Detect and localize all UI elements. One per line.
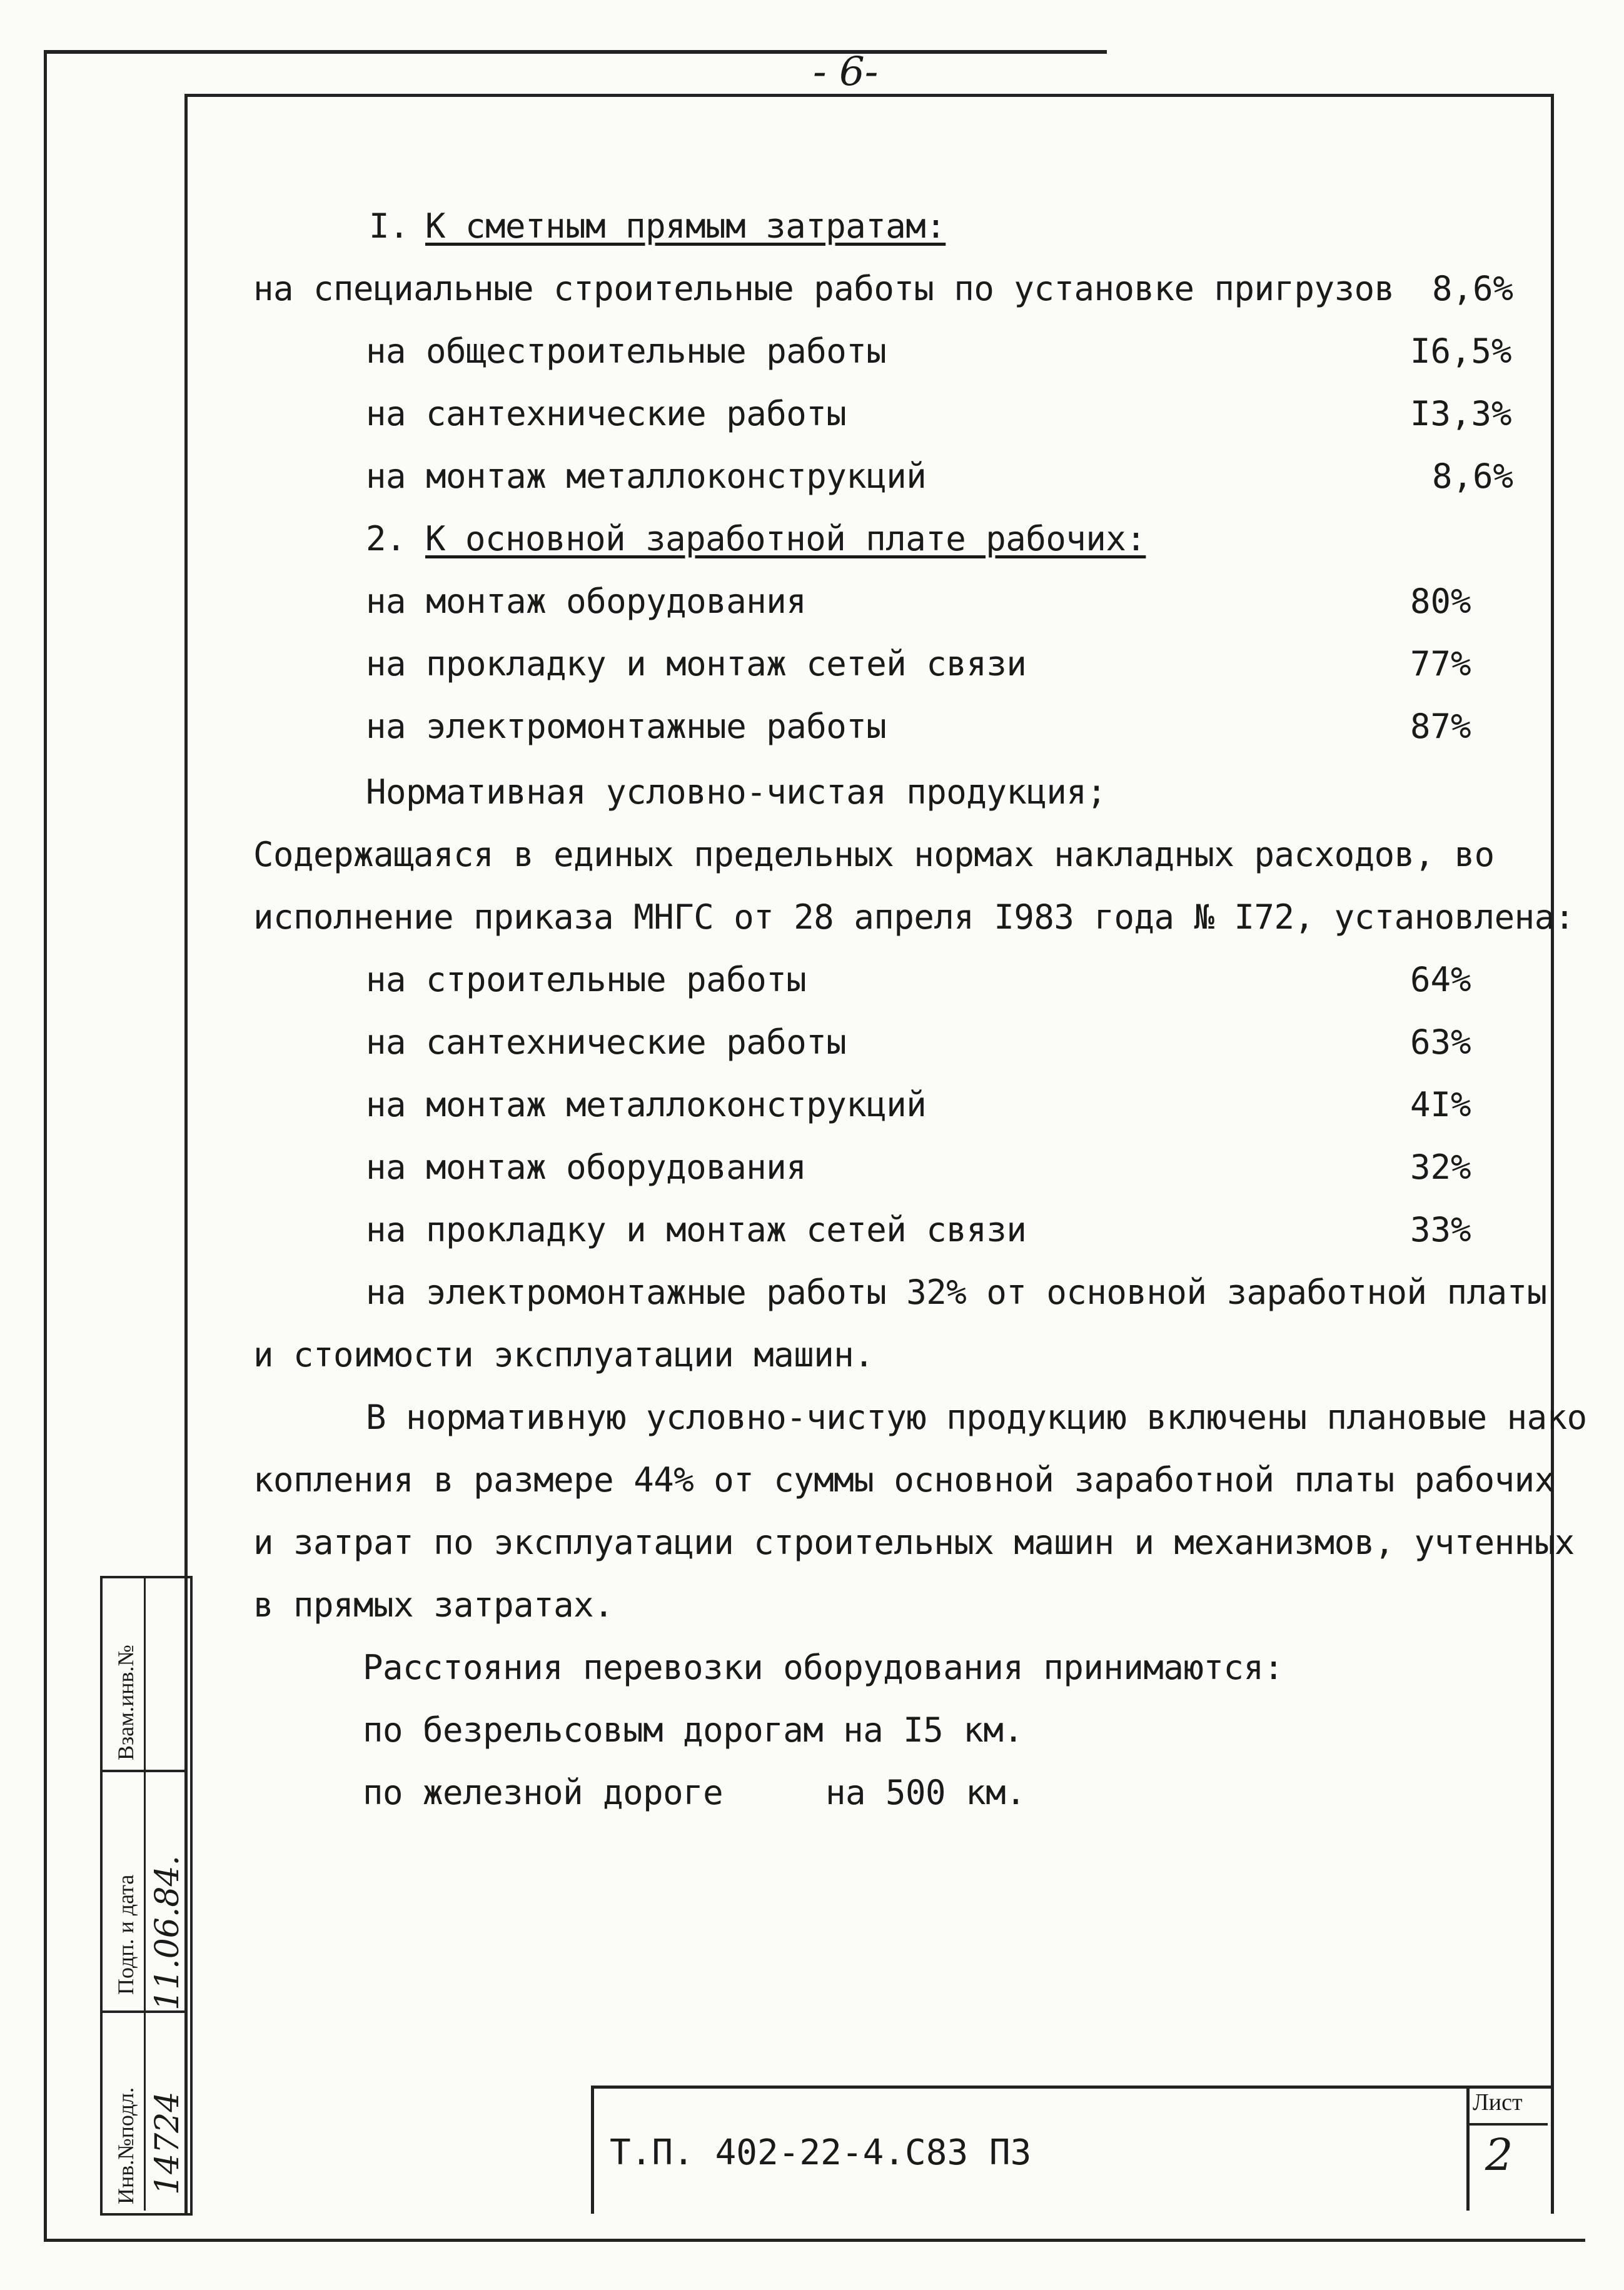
norm-intro-line: Содержащаяся в единых предельных нормах накладных расходов, во — [253, 835, 1495, 874]
norm-row-label: на прокладку и монтаж сетей связи — [366, 1210, 1027, 1249]
norm-row-label: на строительные работы — [366, 960, 807, 999]
sheet-label: Лист — [1473, 2089, 1523, 2116]
stamp-inv-value: 14724 — [149, 2091, 186, 2195]
stamp-podp-label: Подп. и дата — [113, 1874, 138, 1995]
norm-title: Нормативная условно-чистая продукция; — [366, 772, 1107, 812]
stamp-podp-value: 11.06.84. — [149, 1855, 186, 2010]
stamp-vzam-label: Взам.инв.№ — [113, 1645, 138, 1760]
norm-row-label: на сантехнические работы — [366, 1022, 847, 1062]
transport-line-value: на 500 км. — [825, 1773, 1026, 1812]
section-1-number: I. — [369, 206, 410, 246]
s2-row-value: 77% — [1410, 644, 1471, 683]
transport-line-label: по железной дороге — [363, 1773, 724, 1812]
stamp-divider — [100, 2010, 188, 2013]
s1-row-value: I3,3% — [1410, 394, 1512, 433]
norm-row-value: 32% — [1410, 1148, 1471, 1187]
s1-row-value: 8,6% — [1432, 456, 1514, 496]
s2-row-value: 87% — [1410, 707, 1471, 746]
sheet-number: 2 — [1485, 2129, 1513, 2181]
norm-row-label: на монтаж оборудования — [366, 1148, 807, 1187]
s2-row-value: 80% — [1410, 582, 1471, 621]
norm-row-label: на монтаж металлоконструкций — [366, 1085, 927, 1124]
s2-row-label: на электромонтажные работы — [366, 707, 887, 746]
sheet-cell-divider — [1466, 2123, 1548, 2126]
norm-intro-line: исполнение приказа МНГС от 28 апреля I983 года № I72, установлена: — [253, 897, 1575, 937]
norm-row-value: 64% — [1410, 960, 1471, 999]
section-2-heading: К основной заработной плате рабочих: — [425, 519, 1146, 558]
section-1-heading: К сметным прямым затратам: — [425, 206, 946, 246]
document-code: Т.П. 402-22-4.С83 ПЗ — [610, 2132, 1032, 2173]
stamp-inv-label: Инв.№подл. — [113, 2087, 138, 2204]
s1-row-label: на монтаж металлоконструкций — [366, 456, 927, 496]
page-number: - 6- — [813, 49, 879, 95]
s1-row-label: на специальные строительные работы по установке пригрузов — [253, 269, 1395, 308]
norm-row-value: 33% — [1410, 1210, 1471, 1249]
s1-row-value: I6,5% — [1410, 331, 1512, 371]
s1-row-label: на общестроительные работы — [366, 331, 887, 371]
savings-line: и затрат по эксплуатации строительных машин и механизмов, учтенных — [253, 1523, 1575, 1562]
s2-row-label: на монтаж оборудования — [366, 582, 807, 621]
electro-line: на электромонтажные работы 32% от основной заработной платы — [366, 1273, 1547, 1312]
stamp-divider — [100, 1770, 188, 1772]
norm-row-value: 4I% — [1410, 1085, 1471, 1124]
norm-row-value: 63% — [1410, 1022, 1471, 1062]
section-2-number: 2. — [366, 519, 406, 558]
electro-line: и стоимости эксплуатации машин. — [253, 1335, 874, 1375]
s2-row-label: на прокладку и монтаж сетей связи — [366, 644, 1027, 683]
transport-title: Расстояния перевозки оборудования принимаются: — [363, 1648, 1284, 1687]
savings-line: в прямых затратах. — [253, 1585, 614, 1625]
s1-row-value: 8,6% — [1432, 269, 1514, 308]
savings-line: В нормативную условно-чистую продукцию включены плановые нако — [366, 1398, 1587, 1437]
top-frame-line — [44, 50, 1107, 54]
savings-line: копления в размере 44% от суммы основной заработной платы рабочих — [253, 1460, 1555, 1500]
transport-line: по безрельсовым дорогам на I5 км. — [363, 1710, 1024, 1750]
s1-row-label: на сантехнические работы — [366, 394, 847, 433]
